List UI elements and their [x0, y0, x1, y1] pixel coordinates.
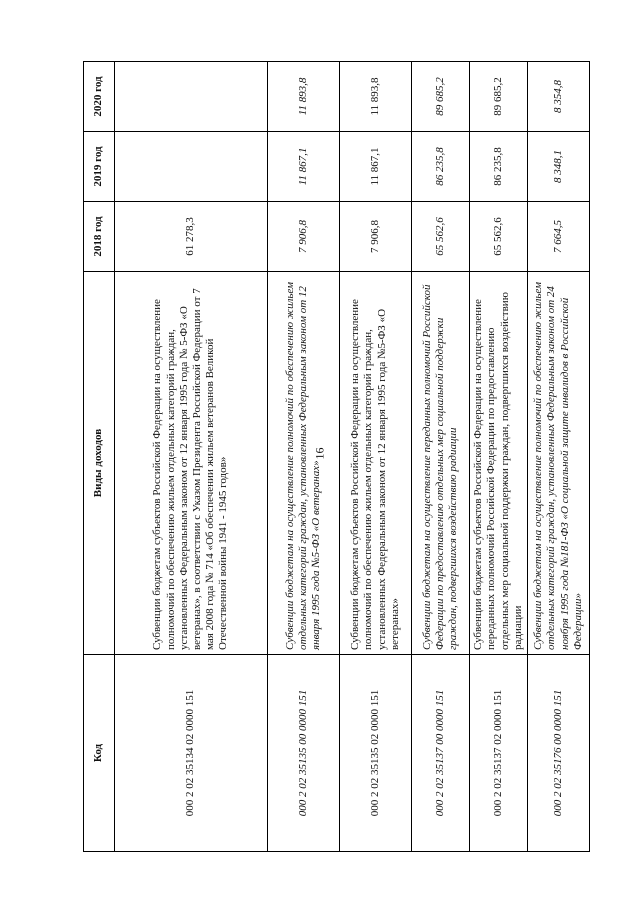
rotated-table-container [83, 62, 584, 852]
header-2018: 2018 год [84, 202, 115, 272]
page-number: 16 [312, 447, 327, 460]
row-value-2020 [115, 62, 268, 132]
header-2020: 2020 год [84, 62, 115, 132]
row-code: 000 2 02 35176 00 0000 151 [528, 655, 590, 852]
header-code: Код [84, 655, 115, 852]
row-value-2018: 7 906,8 [340, 202, 412, 272]
row-value-2019: 11 867,1 [340, 132, 412, 202]
row-value-2020: 11 893,8 [268, 62, 340, 132]
row-value-2020: 8 354,8 [528, 62, 590, 132]
row-value-2019: 8 348,1 [528, 132, 590, 202]
table-row [340, 62, 412, 852]
table-row [268, 62, 340, 852]
row-value-2020: 11 893,8 [340, 62, 412, 132]
row-description: Субвенции бюджетам на осуществление полномочий по обеспечению жильем отдельных категорий граждан, установленных Федеральным законом от 24 ноября 1995 года №181-ФЗ «О социальной защите инвалидов в Российской Федерации» [528, 272, 590, 655]
row-description: Субвенции бюджетам на осуществление переданных полномочий Российской Федерации по предоставлению отдельных мер социальной поддержки граждан, подвергшихся воздействию радиации [412, 272, 470, 655]
row-value-2019: 86 235,8 [412, 132, 470, 202]
row-description: Субвенции бюджетам субъектов Российской Федерации на осуществление полномочий по обеспечению жильем отдельных категорий граждан, установленных Федеральным законом от 12 января 1995 года №5-ФЗ «О ветеранах» [340, 272, 412, 655]
row-code: 000 2 02 35135 00 0000 151 [268, 655, 340, 852]
table-header-row [84, 62, 115, 852]
table-row [470, 62, 528, 852]
row-value-2018: 61 278,3 [115, 202, 268, 272]
row-value-2020: 89 685,2 [470, 62, 528, 132]
row-description: Субвенции бюджетам субъектов Российской Федерации на осуществление полномочий по обеспечению жильем отдельных категорий граждан, установленных Федеральным законом от 12 января 1995 года № 5-ФЗ «О ветеранах», в соответствии с Указом Президента Российской Федерации от 7 мая 2008 года № 714 «Об обеспечении жильем ветеранов Великой Отечественной войны 1941 - 1945 годов» [115, 272, 268, 655]
revenue-table [83, 61, 590, 852]
row-code: 000 2 02 35137 02 0000 151 [470, 655, 528, 852]
row-value-2018: 65 562,6 [470, 202, 528, 272]
row-code: 000 2 02 35137 00 0000 151 [412, 655, 470, 852]
row-value-2018: 7 664,5 [528, 202, 590, 272]
row-value-2018: 65 562,6 [412, 202, 470, 272]
row-value-2019: 11 867,1 [268, 132, 340, 202]
header-2019: 2019 год [84, 132, 115, 202]
row-value-2018: 7 906,8 [268, 202, 340, 272]
table-row [115, 62, 268, 852]
table-body [115, 62, 590, 852]
row-code: 000 2 02 35134 02 0000 151 [115, 655, 268, 852]
table-row [412, 62, 470, 852]
header-type: Виды доходов [84, 272, 115, 655]
row-description: Субвенции бюджетам субъектов Российской Федерации на осуществление переданных полномочий Российской Федерации по предоставлению отдельных мер социальной поддержки граждан, подвергшихся воздействию радиации [470, 272, 528, 655]
row-value-2020: 89 685,2 [412, 62, 470, 132]
table-row [528, 62, 590, 852]
row-value-2019 [115, 132, 268, 202]
row-description: Субвенции бюджетам на осуществление полномочий по обеспечению жильем отдельных категорий граждан, установленных Федеральным законом от 12 января 1995 года №5-ФЗ «О ветеранах» [268, 272, 340, 655]
row-code: 000 2 02 35135 02 0000 151 [340, 655, 412, 852]
row-value-2019: 86 235,8 [470, 132, 528, 202]
